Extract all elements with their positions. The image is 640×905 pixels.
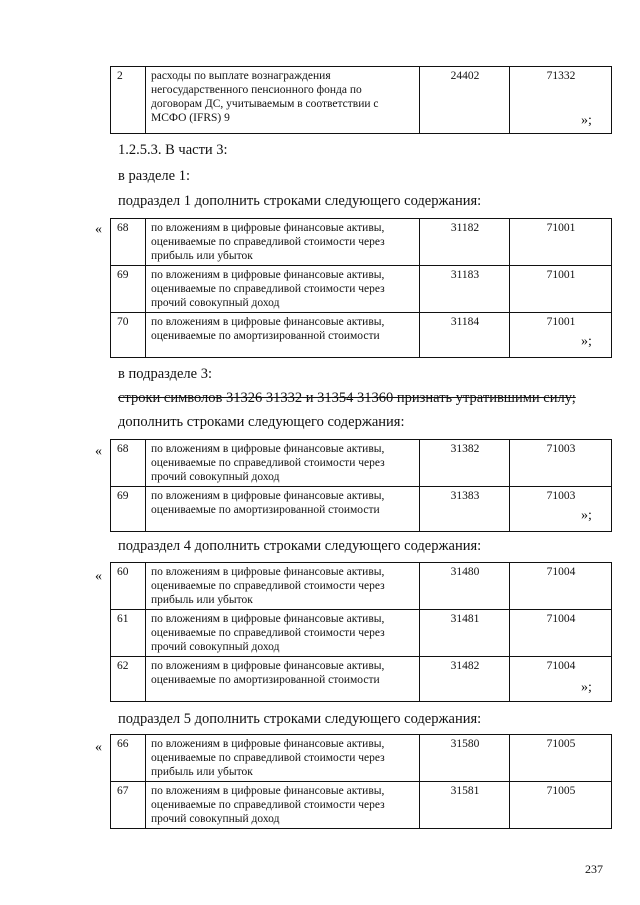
row-number: 66 [111,735,146,782]
row-description: по вложениям в цифровые финансовые активы, оцениваемые по справедливой стоимости через прочий совокупный доход [146,440,420,487]
paragraph-subsection-4: подраздел 4 дополнить строками следующего содержания: [118,538,482,554]
row-number: 69 [111,266,146,313]
row-code-2: 71005 [510,735,612,782]
row-number: 70 [111,313,146,358]
row-code-2: 71003 [510,487,612,532]
table-row [111,735,612,782]
row-code-1: 24402 [420,67,510,134]
paragraph-subsection-5: подраздел 5 дополнить строками следующего содержания: [118,711,482,727]
row-description: по вложениям в цифровые финансовые активы, оцениваемые по справедливой стоимости через прочий совокупный доход [146,782,420,829]
row-description: по вложениям в цифровые финансовые активы, оцениваемые по справедливой стоимости через прочий совокупный доход [146,610,420,657]
opening-quote: « [95,569,102,584]
opening-quote: « [95,444,102,459]
table-row [111,657,612,702]
table-row [111,610,612,657]
row-description: расходы по выплате вознаграждения негосударственного пенсионного фонда по договорам ДС, учитываемым в соответствии с МСФО (IFRS) 9 [146,67,420,134]
row-code-1: 31480 [420,563,510,610]
row-number: 2 [111,67,146,134]
row-description: по вложениям в цифровые финансовые активы, оцениваемые по амортизированной стоимости [146,657,420,702]
table-subsection-1 [110,218,612,358]
table-row [111,487,612,532]
paragraph-add-lines: дополнить строками следующего содержания: [118,414,405,430]
table-row [111,782,612,829]
table-row [111,563,612,610]
row-description: по вложениям в цифровые финансовые активы, оцениваемые по амортизированной стоимости [146,487,420,532]
table-row [111,219,612,266]
row-code-1: 31581 [420,782,510,829]
paragraph-struck-lines: строки символов 31326 31332 и 31354 31360 признать утратившими силу; [118,390,576,406]
row-number: 68 [111,440,146,487]
table-subsection-3 [110,439,612,532]
row-code-2: 71003 [510,440,612,487]
closing-quote: »; [581,508,592,523]
paragraph-subsection-1: подраздел 1 дополнить строками следующего содержания: [118,193,482,209]
closing-quote: »; [581,113,592,128]
row-number: 67 [111,782,146,829]
row-number: 60 [111,563,146,610]
row-number: 68 [111,219,146,266]
row-description: по вложениям в цифровые финансовые активы, оцениваемые по справедливой стоимости через прибыль или убыток [146,735,420,782]
table-row [111,67,612,134]
row-code-1: 31481 [420,610,510,657]
row-code-2: 71005 [510,782,612,829]
row-code-1: 31182 [420,219,510,266]
row-number: 62 [111,657,146,702]
paragraph-section-1: в разделе 1: [118,168,191,184]
page-number: 237 [585,862,603,876]
table-row [111,440,612,487]
row-code-2: 71004 [510,563,612,610]
row-code-2: 71332 [510,67,612,134]
table-subsection-5 [110,734,612,829]
paragraph-1-2-5-3: 1.2.5.3. В части 3: [118,142,228,158]
closing-quote: »; [581,334,592,349]
row-code-2: 71001 [510,219,612,266]
opening-quote: « [95,740,102,755]
row-code-2: 71001 [510,313,612,358]
paragraph-subsection-3: в подразделе 3: [118,366,212,382]
row-number: 61 [111,610,146,657]
row-code-2: 71004 [510,610,612,657]
row-number: 69 [111,487,146,532]
opening-quote: « [95,222,102,237]
row-description: по вложениям в цифровые финансовые активы, оцениваемые по амортизированной стоимости [146,313,420,358]
table-row [111,266,612,313]
row-description: по вложениям в цифровые финансовые активы, оцениваемые по справедливой стоимости через прибыль или убыток [146,563,420,610]
row-code-1: 31183 [420,266,510,313]
table-row [111,313,612,358]
row-code-1: 31383 [420,487,510,532]
row-code-1: 31184 [420,313,510,358]
row-code-1: 31482 [420,657,510,702]
row-description: по вложениям в цифровые финансовые активы, оцениваемые по справедливой стоимости через прочий совокупный доход [146,266,420,313]
table-subsection-4 [110,562,612,702]
closing-quote: »; [581,680,592,695]
table-top [110,66,612,134]
row-code-1: 31382 [420,440,510,487]
row-code-1: 31580 [420,735,510,782]
row-description: по вложениям в цифровые финансовые активы, оцениваемые по справедливой стоимости через прибыль или убыток [146,219,420,266]
row-code-2: 71004 [510,657,612,702]
row-code-2: 71001 [510,266,612,313]
